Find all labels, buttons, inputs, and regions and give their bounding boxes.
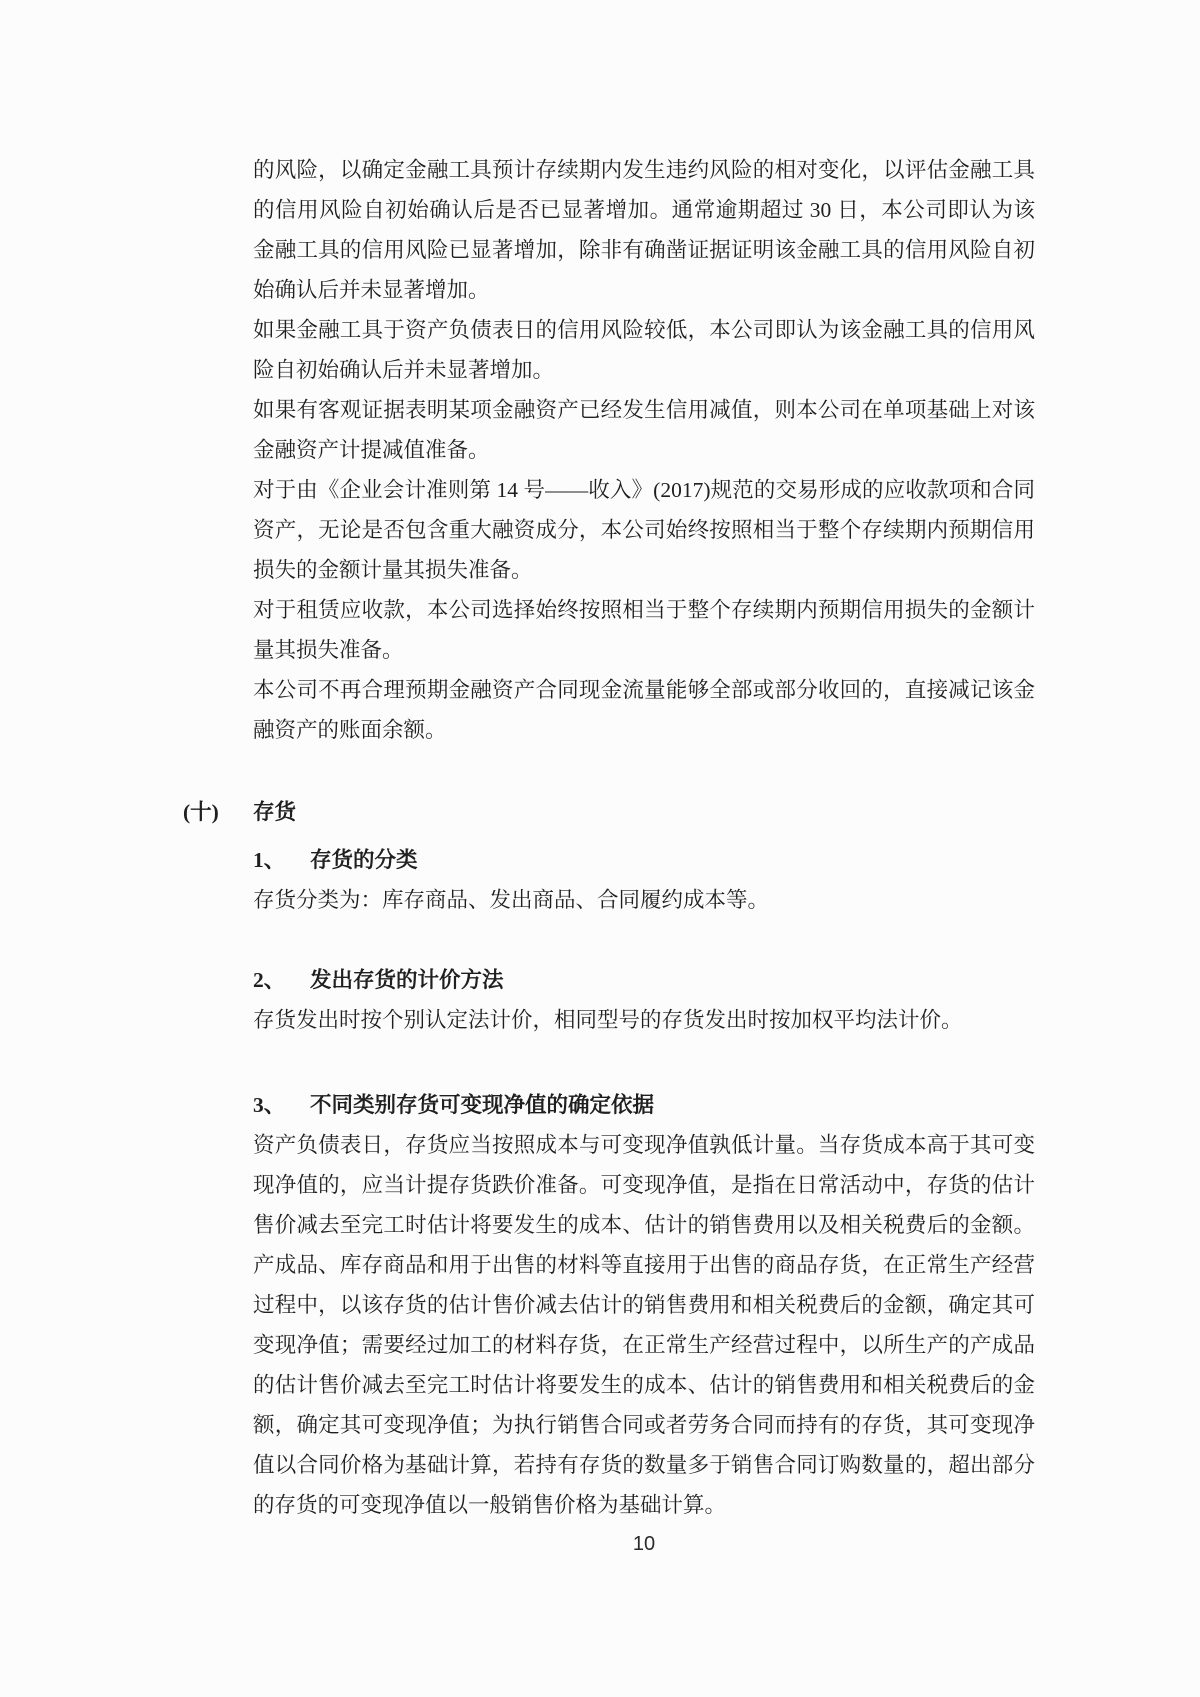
paragraph: 对于由《企业会计准则第 14 号——收入》(2017)规范的交易形成的应收款项和合同资产，无论是否包含重大融资成分，本公司始终按照相当于整个存续期内预期信用损失的金额计量其损失准备。 [253,478,1035,582]
paragraph: 如果有客观证据表明某项金融资产已经发生信用减值，则本公司在单项基础上对该金融资产计提减值准备。 [253,398,1035,462]
subsection-number: 1、 [253,848,286,872]
subsection-number: 2、 [253,968,286,992]
subsection-body-1: 存货分类为：库存商品、发出商品、合同履约成本等。 [253,888,770,912]
paragraph: 如果金融工具于资产负债表日的信用风险较低，本公司即认为该金融工具的信用风险自初始确认后并未显著增加。 [253,318,1035,382]
subsection-title: 发出存货的计价方法 [310,968,504,992]
subsection-heading-1 [253,840,1035,880]
paragraph: 的风险，以确定金融工具预计存续期内发生违约风险的相对变化，以评估金融工具的信用风险自初始确认后是否已显著增加。通常逾期超过 30 日，本公司即认为该金融工具的信用风险已显著增加，除非有确凿证据证明该金融工具的信用风险自初始确认后并未显著增加。 [253,158,1035,302]
section-title: 存货 [253,800,297,824]
subsection-body-3: 资产负债表日，存货应当按照成本与可变现净值孰低计量。当存货成本高于其可变现净值的，应当计提存货跌价准备。可变现净值，是指在日常活动中，存货的估计售价减去至完工时估计将要发生的成本、估计的销售费用以及相关税费后的金额。产成品、库存商品和用于出售的材料等直接用于出售的商品存货，在正常生产经营过程中，以该存货的估计售价减去估计的销售费用和相关税费后的金额，确定其可变现净值；需要经过加工的材料存货，在正常生产经营过程中，以所生产的产成品的估计售价减去至完工时估计将要发生的成本、估计的销售费用和相关税费后的金额，确定其可变现净值；为执行销售合同或者劳务合同而持有的存货，其可变现净值以合同价格为基础计算，若持有存货的数量多于销售合同订购数量的，超出部分的存货的可变现净值以一般销售价格为基础计算。 [253,1133,1035,1517]
subsection-heading-2 [253,960,1035,1000]
page-number: 10 [632,1533,656,1555]
subsection-title: 不同类别存货可变现净值的确定依据 [310,1093,655,1117]
subsection-title: 存货的分类 [310,848,418,872]
subsection-number: 3、 [253,1093,286,1117]
subsection-body-2: 存货发出时按个别认定法计价，相同型号的存货发出时按加权平均法计价。 [253,1008,963,1032]
section-heading-inventory [183,792,1035,832]
subsection-heading-3 [253,1085,1035,1125]
section-label: (十) [183,800,219,824]
text-block [183,150,1035,1525]
paragraph: 本公司不再合理预期金融资产合同现金流量能够全部或部分收回的，直接减记该金融资产的账面余额。 [253,678,1035,742]
paragraph: 对于租赁应收款，本公司选择始终按照相当于整个存续期内预期信用损失的金额计量其损失准备。 [253,598,1035,662]
